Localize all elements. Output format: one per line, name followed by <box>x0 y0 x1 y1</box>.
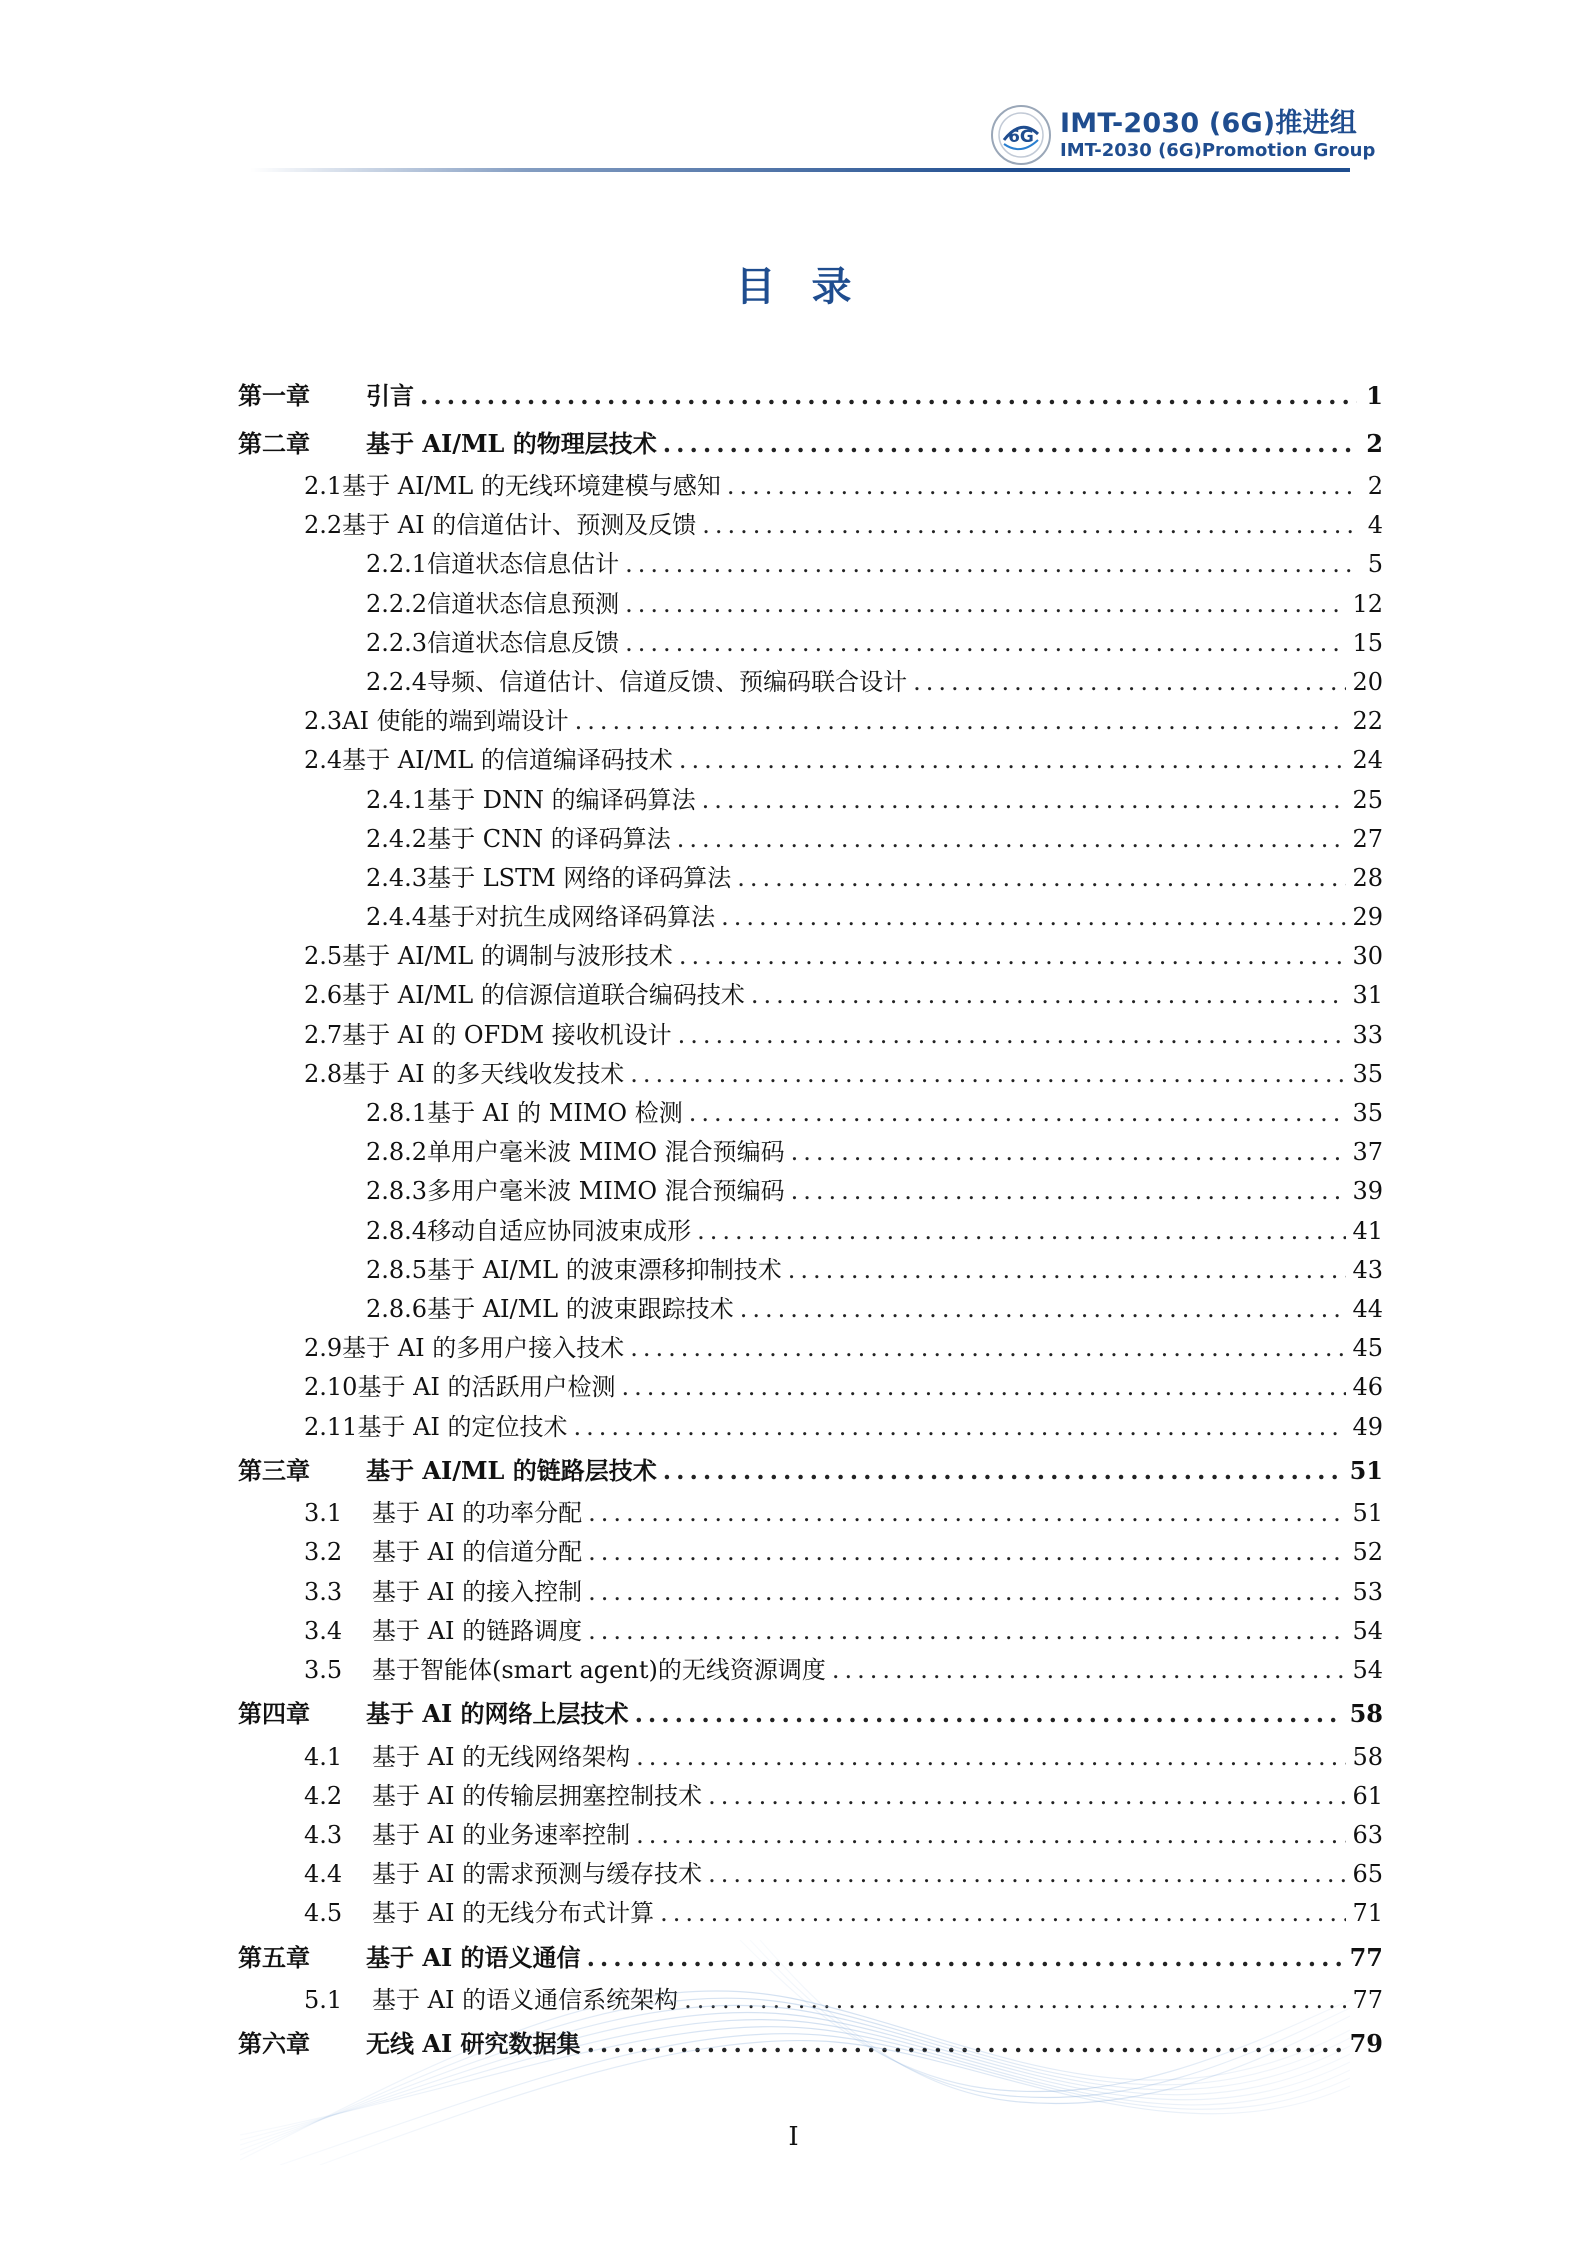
toc-entry-title: 基于 AI 的语义通信系统架构 <box>372 1986 679 2015</box>
toc-section-entry[interactable] <box>238 1894 1383 1933</box>
toc-page-number: 12 <box>1352 589 1383 618</box>
toc-page-number: 61 <box>1352 1781 1383 1810</box>
toc-entry-number: 第一章 <box>238 381 310 410</box>
toc-entry-number: 3.4 <box>304 1616 343 1645</box>
toc-entry-title: 基于 AI 的传输层拥塞控制技术 <box>372 1781 703 1810</box>
toc-entry-number: 4.4 <box>304 1860 343 1889</box>
toc-page-number: 30 <box>1352 942 1383 971</box>
toc-page-number: 4 <box>1367 511 1383 540</box>
toc-page-number: 37 <box>1352 1138 1383 1167</box>
toc-section-entry[interactable] <box>238 702 1383 741</box>
toc-page-number: 24 <box>1352 746 1383 775</box>
toc-dot-leader <box>751 976 1347 1015</box>
toc-page-number: 39 <box>1352 1177 1383 1206</box>
toc-entry-number: 3.5 <box>304 1655 343 1684</box>
toc-dot-leader <box>702 506 1357 545</box>
toc-page-number: 35 <box>1352 1099 1383 1127</box>
brand-title: IMT-2030 (6G)推进组 <box>1060 108 1357 139</box>
toc-page-number: 41 <box>1352 1216 1383 1245</box>
toc-section-entry[interactable] <box>238 506 1383 545</box>
toc-page-number: 49 <box>1352 1412 1383 1441</box>
toc-entry-title: 基于 LSTM 网络的译码算法 <box>427 863 732 892</box>
toc-entry-title: 基于 AI/ML 的波束漂移抑制技术 <box>427 1255 782 1284</box>
toc-entry-title: 基于 AI 的无线网络架构 <box>372 1742 631 1771</box>
toc-page-number: 33 <box>1352 1020 1383 1049</box>
toc-dot-leader <box>588 1494 1346 1533</box>
toc-dot-leader <box>663 1447 1344 1495</box>
toc-section-entry[interactable] <box>238 1612 1383 1651</box>
toc-entry-title: 基于 AI/ML 的链路层技术 <box>366 1455 657 1485</box>
toc-entry-title: 基于 AI 的多用户接入技术 <box>342 1334 625 1363</box>
toc-section-entry[interactable] <box>238 467 1383 506</box>
page-title: 目录 <box>735 263 888 310</box>
toc-entry-number: 第六章 <box>238 2029 310 2059</box>
toc-section-entry[interactable] <box>238 1533 1383 1572</box>
toc-entry-title: 基于 AI 的链路调度 <box>372 1616 583 1645</box>
toc-dot-leader <box>678 1016 1347 1055</box>
toc-entry-number: 第五章 <box>238 1942 310 1972</box>
toc-dot-leader <box>636 1738 1346 1777</box>
toc-section-entry[interactable] <box>238 1408 1383 1447</box>
toc-page-number: 27 <box>1352 824 1383 853</box>
toc-entry-number: 2.8.2 <box>366 1138 428 1167</box>
toc-chapter-entry[interactable] <box>238 420 1383 468</box>
imt2030-logo <box>990 104 1052 166</box>
toc-entry-title: 基于智能体(smart agent)的无线资源调度 <box>372 1655 826 1684</box>
toc-entry-title: 基于 AI 的接入控制 <box>372 1577 583 1606</box>
toc-dot-leader <box>663 420 1357 468</box>
toc-dot-leader <box>677 820 1347 859</box>
toc-page-number: 58 <box>1349 1699 1383 1729</box>
toc-dot-leader <box>575 702 1347 741</box>
toc-entry-number: 2.2 <box>304 511 343 540</box>
toc-section-entry[interactable] <box>238 1738 1383 1777</box>
logo-text: 6G <box>1008 127 1034 147</box>
toc-section-entry[interactable] <box>238 859 1383 898</box>
toc-entry-number: 2.8.1 <box>366 1099 428 1127</box>
toc-page-number: 79 <box>1349 2029 1383 2059</box>
toc-chapter-entry[interactable] <box>238 1447 1383 1495</box>
toc-section-entry[interactable] <box>238 1016 1383 1055</box>
toc-entry-title: 基于 AI 的 OFDM 接收机设计 <box>342 1020 672 1049</box>
toc-page-number: 53 <box>1352 1577 1383 1606</box>
toc-entry-number: 2.10 <box>304 1373 358 1402</box>
toc-entry-title: 基于 AI 的业务速率控制 <box>372 1821 631 1849</box>
toc-page-number: 54 <box>1352 1616 1383 1645</box>
toc-entry-title: 基于 AI 的功率分配 <box>372 1499 583 1528</box>
toc-page-number: 71 <box>1352 1899 1383 1928</box>
toc-dot-leader <box>636 1816 1346 1855</box>
toc-page-number: 77 <box>1352 1986 1383 2015</box>
toc-section-entry[interactable] <box>238 663 1383 702</box>
header-divider <box>250 168 1350 172</box>
toc-entry-title: 基于 AI 的无线分布式计算 <box>372 1899 655 1928</box>
toc-entry-number: 4.2 <box>304 1781 343 1810</box>
toc-dot-leader <box>708 1777 1346 1816</box>
toc-entry-title: 信道状态信息预测 <box>427 589 620 618</box>
toc-entry-number: 2.2.3 <box>366 628 428 657</box>
toc-section-entry[interactable] <box>238 1855 1383 1894</box>
toc-entry-number: 5.1 <box>304 1986 343 2015</box>
toc-entry-title: 基于 AI/ML 的信道编译码技术 <box>342 746 673 775</box>
toc-entry-title: 基于 AI 的 MIMO 检测 <box>427 1099 683 1127</box>
toc-entry-number: 2.7 <box>304 1020 343 1049</box>
toc-page-number: 52 <box>1352 1538 1383 1567</box>
toc-dot-leader <box>679 937 1347 976</box>
toc-entry-title: 导频、信道估计、信道反馈、预编码联合设计 <box>427 667 908 696</box>
toc-entry-number: 2.2.2 <box>366 589 428 618</box>
toc-entry-number: 3.3 <box>304 1577 343 1606</box>
toc-section-entry[interactable] <box>238 1055 1383 1094</box>
toc-dot-leader <box>588 1533 1346 1572</box>
logo-emblem-icon <box>990 104 1052 166</box>
toc-page-number: 2 <box>1367 472 1383 500</box>
toc-entry-number: 3.1 <box>304 1499 343 1528</box>
toc-page-number: 65 <box>1352 1860 1383 1889</box>
toc-section-entry[interactable] <box>238 1368 1383 1407</box>
toc-dot-leader <box>588 1612 1346 1651</box>
toc-dot-leader <box>622 1368 1347 1407</box>
toc-section-entry[interactable] <box>238 545 1383 584</box>
page-header <box>0 0 1587 180</box>
toc-entry-number: 4.1 <box>304 1742 343 1771</box>
toc-entry-title: 无线 AI 研究数据集 <box>366 2029 581 2059</box>
toc-entry-number: 4.3 <box>304 1821 343 1849</box>
toc-entry-number: 2.4 <box>304 746 343 775</box>
toc-chapter-entry[interactable] <box>238 372 1383 420</box>
toc-entry-number: 2.3 <box>304 707 343 736</box>
toc-page-number: 20 <box>1352 667 1383 696</box>
toc-page-number: 51 <box>1349 1455 1383 1485</box>
toc-section-entry[interactable] <box>238 1573 1383 1612</box>
toc-page-number: 44 <box>1352 1294 1383 1323</box>
toc-entry-title: 基于 CNN 的译码算法 <box>427 824 671 853</box>
toc-dot-leader <box>721 898 1346 937</box>
toc-dot-leader <box>727 467 1357 506</box>
toc-dot-leader <box>660 1894 1346 1933</box>
toc-dot-leader <box>588 1573 1346 1612</box>
toc-entry-number: 2.9 <box>304 1334 343 1363</box>
toc-entry-number: 2.2.1 <box>366 550 428 579</box>
table-of-contents <box>238 372 1383 2068</box>
toc-chapter-entry[interactable] <box>238 1690 1383 1738</box>
toc-section-entry[interactable] <box>238 781 1383 820</box>
brand-subtitle: IMT-2030 (6G)Promotion Group <box>1060 140 1376 161</box>
toc-entry-number: 第四章 <box>238 1699 310 1729</box>
toc-page-number: 45 <box>1352 1334 1383 1363</box>
toc-entry-title: 基于 AI/ML 的波束跟踪技术 <box>427 1294 734 1323</box>
toc-page-number: 15 <box>1352 628 1383 657</box>
toc-entry-title: 移动自适应协同波束成形 <box>427 1216 692 1245</box>
toc-entry-title: 基于 DNN 的编译码算法 <box>427 785 696 814</box>
toc-section-entry[interactable] <box>238 1651 1383 1690</box>
brand-text <box>1060 108 1375 162</box>
toc-dot-leader <box>788 1251 1347 1290</box>
toc-entry-title: 基于 AI 的定位技术 <box>357 1412 568 1441</box>
toc-entry-title: 基于 AI 的活跃用户检测 <box>357 1373 616 1402</box>
toc-entry-title: 基于 AI 的需求预测与缓存技术 <box>372 1860 703 1889</box>
toc-page-number: 35 <box>1352 1059 1383 1088</box>
toc-page-number: 63 <box>1352 1821 1383 1849</box>
toc-section-entry[interactable] <box>238 741 1383 780</box>
toc-entry-number: 3.2 <box>304 1538 343 1567</box>
toc-entry-number: 2.4.1 <box>366 785 428 814</box>
toc-page-number: 43 <box>1352 1255 1383 1284</box>
toc-page-number: 22 <box>1352 707 1383 736</box>
toc-entry-title: 信道状态信息估计 <box>427 550 620 579</box>
toc-entry-title: 基于 AI 的多天线收发技术 <box>342 1059 625 1088</box>
toc-section-entry[interactable] <box>238 1172 1383 1211</box>
toc-section-entry[interactable] <box>238 898 1383 937</box>
toc-entry-title: 基于 AI/ML 的调制与波形技术 <box>342 942 673 971</box>
toc-entry-number: 2.8.4 <box>366 1216 428 1245</box>
toc-section-entry[interactable] <box>238 1290 1383 1329</box>
toc-page-number: 25 <box>1352 785 1383 814</box>
toc-entry-number: 2.8 <box>304 1059 343 1088</box>
toc-entry-title: 基于对抗生成网络译码算法 <box>427 903 716 932</box>
toc-dot-leader <box>791 1133 1347 1172</box>
toc-dot-leader <box>625 545 1357 584</box>
toc-dot-leader <box>697 1212 1346 1251</box>
toc-section-entry[interactable] <box>238 624 1383 663</box>
toc-dot-leader <box>913 663 1346 702</box>
toc-entry-number: 2.6 <box>304 981 343 1010</box>
toc-section-entry[interactable] <box>238 1212 1383 1251</box>
toc-dot-leader <box>574 1408 1347 1447</box>
toc-page-number: 51 <box>1352 1499 1383 1528</box>
toc-dot-leader <box>630 1055 1346 1094</box>
toc-entry-title: 单用户毫米波 MIMO 混合预编码 <box>427 1138 785 1167</box>
toc-entry-number: 2.8.5 <box>366 1255 428 1284</box>
toc-page-number: 77 <box>1349 1942 1383 1972</box>
toc-dot-leader <box>625 585 1346 624</box>
toc-entry-title: 基于 AI/ML 的无线环境建模与感知 <box>342 472 721 500</box>
toc-dot-leader <box>740 1290 1347 1329</box>
toc-entry-title: 信道状态信息反馈 <box>427 628 620 657</box>
toc-page-number: 58 <box>1352 1742 1383 1771</box>
toc-section-entry[interactable] <box>238 1329 1383 1368</box>
toc-dot-leader <box>791 1172 1347 1211</box>
toc-dot-leader <box>832 1651 1347 1690</box>
toc-entry-number: 2.4.2 <box>366 824 428 853</box>
toc-entry-title: 基于 AI 的网络上层技术 <box>366 1699 629 1729</box>
toc-entry-title: 基于 AI 的信道分配 <box>372 1538 583 1567</box>
toc-page-number: 46 <box>1352 1373 1383 1402</box>
toc-entry-number: 2.1 <box>304 472 343 500</box>
toc-section-entry[interactable] <box>238 1094 1383 1133</box>
toc-page-number: 54 <box>1352 1655 1383 1684</box>
toc-page-number: 5 <box>1367 550 1383 579</box>
toc-entry-number: 2.4.4 <box>366 903 428 932</box>
toc-entry-number: 2.4.3 <box>366 863 428 892</box>
toc-section-entry[interactable] <box>238 976 1383 1015</box>
toc-entry-title: AI 使能的端到端设计 <box>342 707 569 736</box>
toc-entry-title: 基于 AI 的语义通信 <box>366 1942 581 1972</box>
toc-page-number: 1 <box>1366 381 1383 410</box>
toc-page-number: 31 <box>1352 981 1383 1010</box>
toc-entry-title: 基于 AI/ML 的物理层技术 <box>366 428 657 458</box>
page-number: I <box>788 2122 799 2152</box>
toc-dot-leader <box>630 1329 1346 1368</box>
toc-section-entry[interactable] <box>238 585 1383 624</box>
toc-section-entry[interactable] <box>238 1251 1383 1290</box>
toc-dot-leader <box>625 624 1346 663</box>
toc-entry-number: 4.5 <box>304 1899 343 1928</box>
toc-entry-number: 2.2.4 <box>366 667 428 696</box>
toc-entry-number: 第三章 <box>238 1455 310 1485</box>
toc-dot-leader <box>635 1690 1344 1738</box>
toc-page-number: 29 <box>1352 903 1383 932</box>
toc-section-entry[interactable] <box>238 1494 1383 1533</box>
toc-entry-number: 第二章 <box>238 428 310 458</box>
toc-page-number: 2 <box>1366 428 1383 458</box>
toc-section-entry[interactable] <box>238 1816 1383 1855</box>
toc-page-number: 28 <box>1352 863 1383 892</box>
toc-entry-title: 基于 AI 的信道估计、预测及反馈 <box>342 511 697 540</box>
toc-dot-leader <box>702 781 1347 820</box>
toc-section-entry[interactable] <box>238 1777 1383 1816</box>
toc-entry-number: 2.5 <box>304 942 343 971</box>
toc-dot-leader <box>679 741 1347 780</box>
toc-dot-leader <box>689 1094 1347 1133</box>
toc-entry-title: 基于 AI/ML 的信源信道联合编码技术 <box>342 981 745 1010</box>
toc-entry-title: 多用户毫米波 MIMO 混合预编码 <box>427 1177 785 1206</box>
toc-entry-title: 引言 <box>366 381 414 410</box>
toc-section-entry[interactable] <box>238 820 1383 859</box>
toc-entry-number: 2.8.3 <box>366 1177 428 1206</box>
toc-dot-leader <box>708 1855 1346 1894</box>
toc-section-entry[interactable] <box>238 937 1383 976</box>
toc-section-entry[interactable] <box>238 1133 1383 1172</box>
toc-dot-leader <box>420 372 1357 420</box>
toc-entry-number: 2.8.6 <box>366 1294 428 1323</box>
toc-dot-leader <box>737 859 1346 898</box>
toc-entry-number: 2.11 <box>304 1412 358 1441</box>
